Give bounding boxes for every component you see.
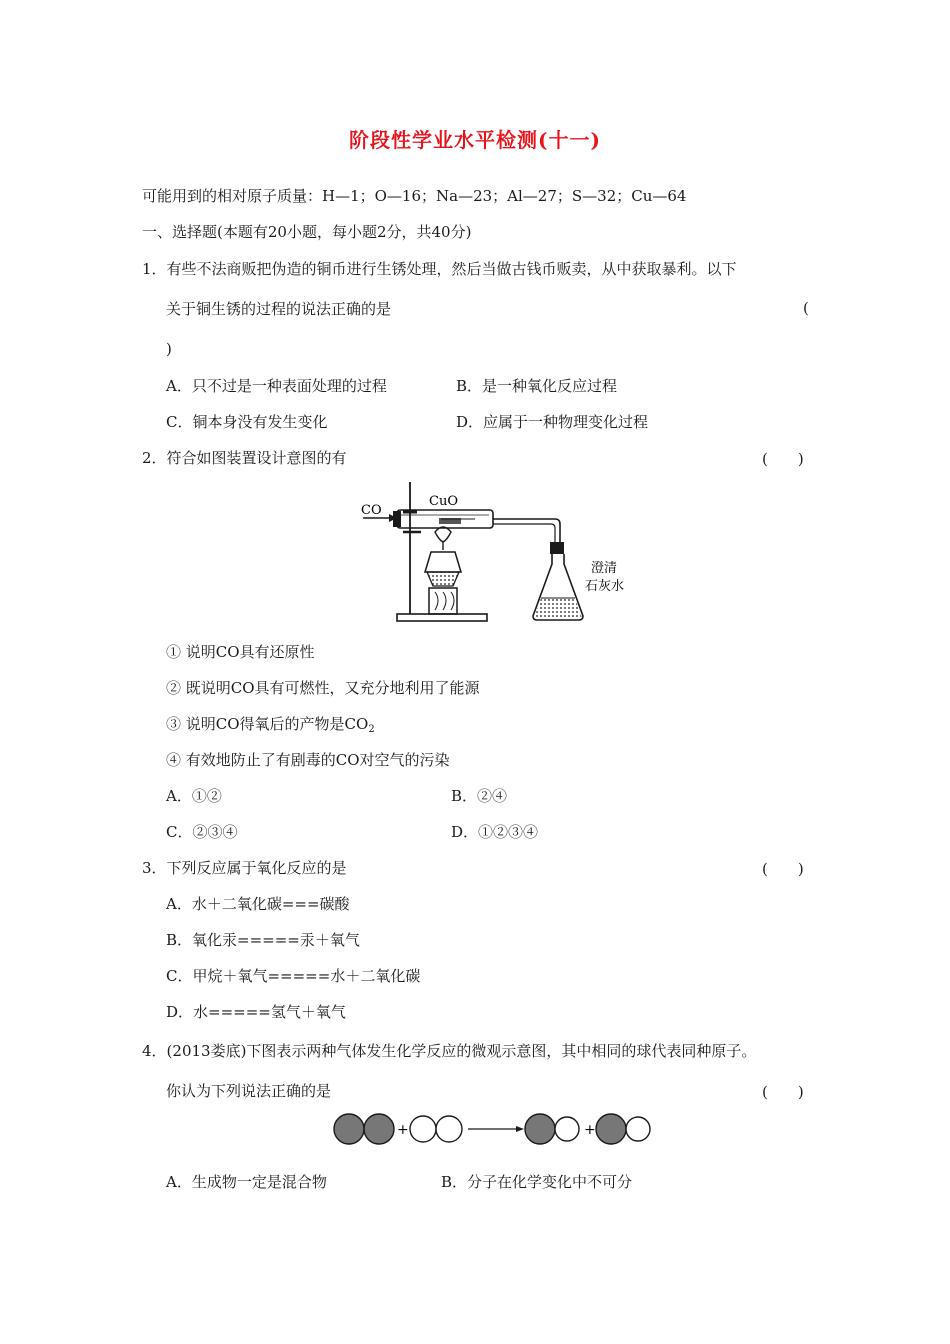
stand-base xyxy=(397,614,487,621)
q4-option-b: B．分子在化学变化中不可分 xyxy=(441,1173,633,1191)
q1-option-b: B．是一种氧化反应过程 xyxy=(456,377,618,395)
flask-stopper xyxy=(550,542,564,554)
alcohol-lamp xyxy=(429,588,457,614)
q2-option-b: B．②④ xyxy=(451,787,508,805)
molecule-reaction-diagram xyxy=(330,1110,660,1150)
reactant-molecule-gray xyxy=(334,1114,394,1144)
plus-sign-1: + xyxy=(397,1122,409,1138)
q3-answer-paren: ( ) xyxy=(762,860,804,878)
label-co: CO xyxy=(361,503,382,518)
q3-option-b: B．氧化汞=====汞＋氧气 xyxy=(166,931,360,949)
atomic-masses: 可能用到的相对原子质量：H—1；O—16；Na—23；Al—27；S—32；Cu—64 xyxy=(142,187,687,205)
label-limewater-1: 澄清 xyxy=(591,561,618,576)
flame xyxy=(435,527,451,542)
q1-stem-line1: 1．有些不法商贩把伪造的铜币进行生锈处理，然后当做古钱币贩卖，从中获取暴利。以下 xyxy=(142,260,737,278)
lamp-shield xyxy=(425,552,461,572)
q2-answer-paren: ( ) xyxy=(762,450,804,468)
q2-option-c: C．②③④ xyxy=(166,823,238,841)
q2-option-a: A．①② xyxy=(166,787,222,805)
q1-option-c: C．铜本身没有发生变化 xyxy=(166,413,328,431)
q3-stem: 3．下列反应属于氧化反应的是 xyxy=(142,859,347,877)
q3-option-a: A．水＋二氧化碳===碳酸 xyxy=(166,895,350,913)
product-molecule-2 xyxy=(596,1114,650,1144)
plus-sign-2: + xyxy=(584,1122,596,1138)
q1-option-d: D．应属于一种物理变化过程 xyxy=(456,413,649,431)
q4-stem-line1: 4．(2013娄底)下图表示两种气体发生化学反应的微观示意图，其中相同的球代表同种原子。 xyxy=(142,1042,757,1060)
q2-option-d: D．①②③④ xyxy=(451,823,539,841)
q3-option-c: C．甲烷＋氧气=====水＋二氧化碳 xyxy=(166,967,421,985)
q4-option-a: A．生成物一定是混合物 xyxy=(166,1173,327,1191)
q1-answer-paren-close: ) xyxy=(166,340,172,358)
q2-stem: 2．符合如图装置设计意图的有 xyxy=(142,449,347,467)
label-cuo: CuO xyxy=(429,494,458,509)
product-molecule-1 xyxy=(525,1114,579,1144)
q2-statement-3 xyxy=(166,714,375,740)
q2-statement-3-text: ③ 说明CO得氧后的产物是CO xyxy=(166,715,369,733)
q4-answer-paren: ( ) xyxy=(762,1083,804,1101)
page-title: 阶段性学业水平检测(十一) xyxy=(349,128,601,152)
q4-stem-line2: 你认为下列说法正确的是 xyxy=(166,1082,332,1100)
co-reduction-apparatus-figure xyxy=(355,478,645,628)
label-limewater-2: 石灰水 xyxy=(585,579,625,594)
q2-statement-4: ④ 有效地防止了有剧毒的CO对空气的污染 xyxy=(166,751,450,769)
q2-statement-3-subscript: 2 xyxy=(368,724,375,735)
reactant-molecule-white xyxy=(410,1116,462,1142)
q2-statement-2: ② 既说明CO具有可燃性，又充分地利用了能源 xyxy=(166,679,480,697)
q1-answer-paren-open: ( xyxy=(803,299,809,317)
q2-statement-1: ① 说明CO具有还原性 xyxy=(166,643,315,661)
q1-option-a: A．只不过是一种表面处理的过程 xyxy=(166,377,387,395)
section-heading: 一、选择题(本题有20小题，每小题2分，共40分) xyxy=(142,223,472,241)
q3-option-d: D．水=====氢气＋氧气 xyxy=(166,1003,346,1021)
q1-stem-line2: 关于铜生锈的过程的说法正确的是 xyxy=(166,300,392,318)
